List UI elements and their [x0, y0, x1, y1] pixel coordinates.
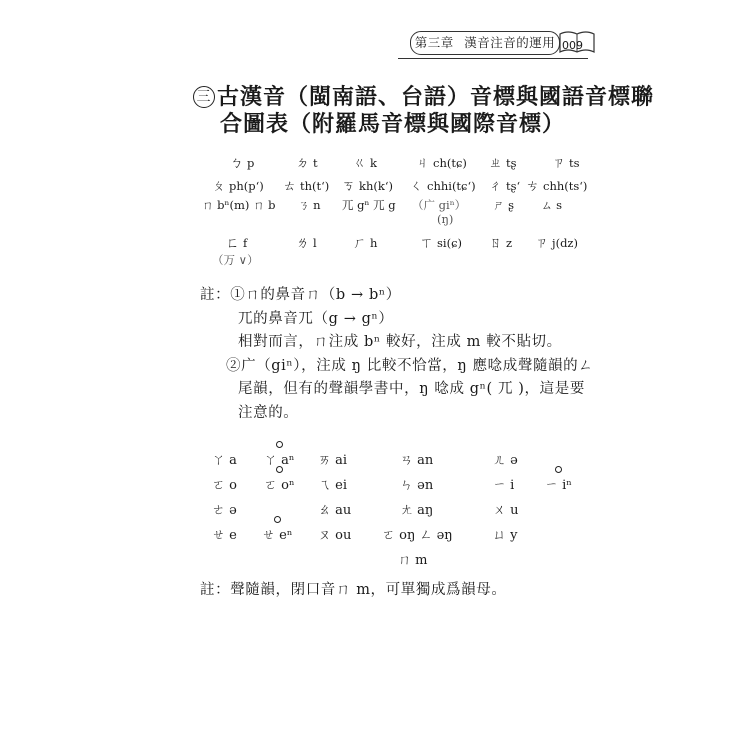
consonant-cell: ㄆ ph(pʻ): [212, 179, 264, 194]
consonant-cell: （广 giⁿ）: [412, 198, 467, 212]
vowel-cell: ㄤ aŋ: [400, 503, 434, 518]
vowel-cell: ㄦ ə: [493, 453, 518, 468]
vowel-cell-nasal: ㄚ aⁿ: [264, 449, 295, 468]
consonant-cell: ㄗ ts: [552, 156, 580, 171]
consonant-cell: ㄇ bⁿ(m) ㄇ b: [202, 198, 276, 212]
vowel-cell-nasal: ㄧ iⁿ: [545, 474, 572, 493]
note-line: ②广（giⁿ），注成 ŋ 比較不恰當，ŋ 應唸成聲隨韻的ㄥ: [226, 358, 594, 374]
chapter-header: [410, 31, 560, 55]
vowel-cell: ㄧ i: [493, 478, 515, 493]
section-number: 三: [193, 86, 215, 108]
vowel-cell: ㄜ ə: [212, 503, 237, 518]
vowel-cell: ㄞ ai: [318, 453, 348, 468]
vowel-cell-nasal: ㄝ eⁿ: [262, 524, 292, 543]
chapter-label: 第三章: [414, 35, 454, 50]
consonant-cell: (ŋ): [437, 212, 454, 226]
consonant-cell: ㄌ l: [296, 236, 317, 251]
consonant-cell: ㄒ si(ɕ): [420, 236, 463, 251]
note-line: 註：①ㄇ的鼻音ㄇ（b → bⁿ）: [200, 287, 401, 303]
vowel-cell: ㄝ e: [212, 528, 237, 543]
note-line: 註：聲隨韻，閉口音ㄇ m，可單獨成爲韻母。: [200, 582, 507, 598]
note-line: 注意的。: [238, 405, 299, 421]
page-number: 009: [562, 39, 583, 52]
note-line: 尾韻，但有的聲韻學書中，ŋ 唸成 gⁿ( 兀 )，這是要: [238, 381, 585, 397]
vowel-cell: ㄡ ou: [318, 528, 352, 543]
consonant-cell: ㄈ f: [226, 236, 248, 251]
consonant-cell: 兀 gⁿ 兀 g: [342, 198, 396, 212]
consonant-cell: ㄋ n: [298, 198, 321, 212]
consonant-cell: ㄓ tʂ: [489, 156, 517, 171]
title-line1-text: 古漢音（閩南語、台語）音標與國語音標聯: [217, 84, 655, 110]
consonant-cell: ㄗ j(dz): [535, 236, 578, 251]
consonant-cell: ㄉ t: [296, 156, 318, 171]
consonant-cell: ㄐ ch(tɕ): [416, 156, 467, 171]
consonant-cell: ㄕ ʂ: [493, 198, 515, 212]
header-rule: [398, 58, 588, 59]
vowel-cell-nasal: ㄛ oⁿ: [264, 474, 295, 493]
vowel-cell: ㄟ ei: [318, 478, 347, 493]
consonant-cell: （万 ∨）: [212, 253, 259, 267]
vowel-cell: ㄚ a: [212, 453, 237, 468]
page-title-line2: 合圖表（附羅馬音標與國際音標）: [220, 111, 566, 137]
vowel-cell: ㄛ oŋ ㄥ əŋ: [382, 528, 453, 543]
note-line: 兀的鼻音兀（g → gⁿ）: [238, 311, 394, 327]
vowel-cell: ㄨ u: [493, 503, 519, 518]
vowel-cell: ㄠ au: [318, 503, 352, 518]
consonant-cell: ㄎ kh(kʻ): [342, 179, 393, 194]
vowel-cell: ㄣ ən: [400, 478, 434, 493]
vowel-cell: ㄢ an: [400, 453, 434, 468]
consonant-cell: ㄅ p: [230, 156, 255, 171]
vowel-cell: ㄛ o: [212, 478, 237, 493]
consonant-cell: ㄔ tʂʻ: [489, 179, 521, 194]
consonant-cell: ㄖ z: [489, 236, 513, 251]
consonant-cell: ㄑ chhi(tɕʻ): [410, 179, 476, 194]
consonant-cell: ㄍ k: [353, 156, 377, 171]
consonant-cell: ㄏ h: [353, 236, 378, 251]
consonant-cell: ㄊ th(tʻ): [283, 179, 330, 194]
consonant-cell: ㄙ s: [541, 198, 563, 212]
chapter-title: 漢音注音的運用: [464, 35, 556, 50]
vowel-cell: ㄇ m: [398, 553, 428, 568]
vowel-cell: ㄩ y: [493, 528, 518, 543]
consonant-cell: ㄘ chh(tsʻ): [526, 179, 588, 194]
note-line: 相對而言，ㄇ注成 bⁿ 較好，注成 m 較不貼切。: [238, 334, 562, 350]
